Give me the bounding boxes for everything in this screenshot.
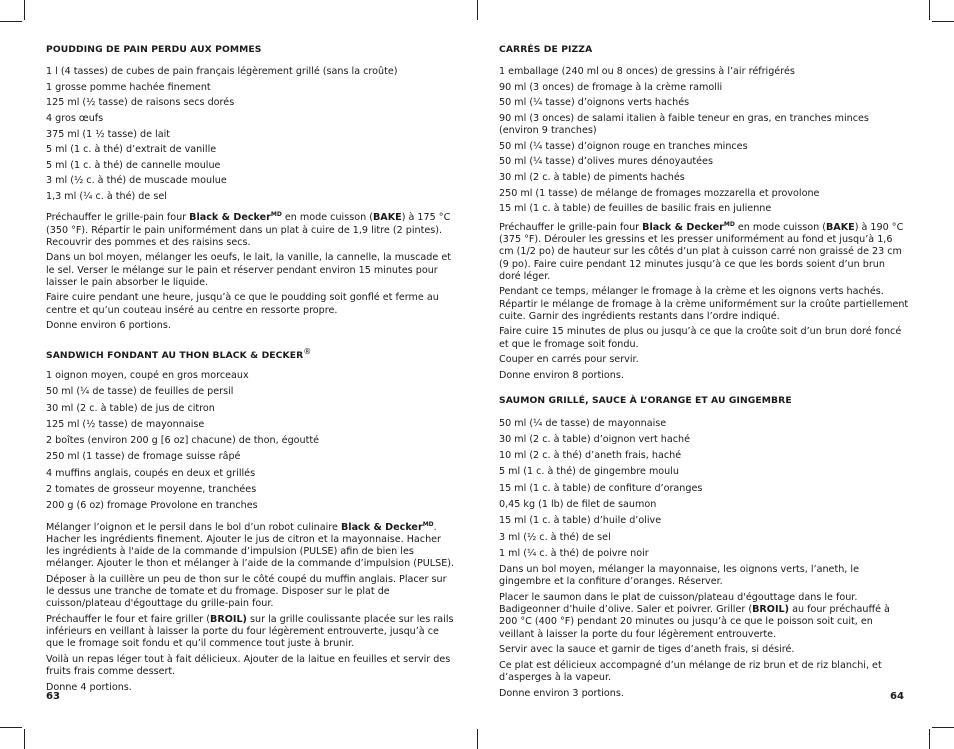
text-run: Placer le saumon dans le plat de cuisson/plateau d'égouttage dans le four. Badigeonner d’huile d’olive. Saler et poivrer. Griller (	[499, 592, 858, 616]
recipe-title-apple-pudding: POUDDING DE PAIN PERDU AUX POMMES	[46, 44, 262, 55]
text-run: ) à 190 °C (375 °F). Dérouler les gressins et les presser uniformément au fond et jusqu’à 1,6 cm (1/2 po) de hauteur sur les côtés d’un plat à cuisson carré non graissé de 23 cm (9 po). Faire cuire pendant 12 minutes jusqu’à ce que les bords soient d’un brun doré léger.	[499, 221, 904, 282]
recipe-title-tuna-sandwich	[46, 346, 456, 362]
instruction-paragraph	[46, 519, 456, 571]
trademark-md: MD	[723, 220, 735, 228]
ingredient-item: 15 ml (1 c. à table) d’huile d’olive	[499, 515, 662, 527]
right-page-column	[499, 44, 909, 703]
ingredient-item: 0,45 kg (1 lb) de filet de saumon	[499, 499, 657, 511]
mode-label: BROIL)	[210, 613, 247, 625]
crop-mark-bottom-center	[477, 729, 478, 749]
ingredient-item: 10 ml (2 c. à thé) d’aneth frais, haché	[499, 450, 682, 462]
instruction-paragraph	[499, 219, 909, 283]
instruction-paragraph: Dans un bol moyen, mélanger les oeufs, le lait, la vanille, la cannelle, la muscade et le sel. Verser le mélange sur le pain et réserver pendant environ 15 minutes pour laisser le pain absorber le liquide.	[46, 252, 451, 288]
text-run: Mélanger l’oignon et le persil dans le bol d’un robot culinaire	[46, 521, 341, 533]
crop-mark-bottom-left-v	[24, 729, 25, 749]
text-run: ) à 175 °C (350 °F). Répartir le pain uniformément dans un plat à cuire de 1,9 litre (2 pintes). Recouvrir des pommes et des raisins secs.	[46, 212, 451, 248]
trademark-md: MD	[270, 211, 282, 219]
brand-name: Black & Decker	[642, 221, 724, 233]
crop-mark-bottom-right-v	[929, 729, 930, 749]
instruction-paragraph: Faire cuire 15 minutes de plus ou jusqu’à ce que la croûte soit d’un brun doré foncé et que le fromage soit fondu.	[499, 326, 902, 350]
instruction-paragraph: Ce plat est délicieux accompagné d’un mélange de riz brun et de riz blanchi, et d’asperges à la vapeur.	[499, 659, 882, 683]
instruction-paragraph: Voilà un repas léger tout à fait délicieux. Ajouter de la laitue en feuilles et servir des fruits frais comme dessert.	[46, 653, 451, 678]
crop-mark-bottom-left-h	[0, 727, 22, 728]
title-text: SANDWICH FONDANT AU THON BLACK & DECKER	[46, 349, 304, 361]
text-run: Préchauffer le four et faire griller (	[46, 613, 211, 625]
ingredient-item: 90 ml (3 onces) de salami italien à faible teneur en gras, en tranches minces (environ 9 tranches)	[499, 112, 869, 137]
ingredient-item: 50 ml (¼ tasse) d’oignons verts hachés	[499, 97, 690, 109]
ingredient-item: 250 ml (1 tasse) de fromage suisse râpé	[46, 451, 241, 463]
ingredient-item: 5 ml (1 c. à thé) de gingembre moulu	[499, 466, 679, 478]
ingredient-item: 1,3 ml (¼ c. à thé) de sel	[46, 190, 167, 202]
brand-name: Black & Decker	[189, 212, 271, 224]
ingredient-item: 50 ml (¼ tasse) d’oignon rouge en tranches minces	[499, 140, 748, 152]
mode-label: BROIL)	[752, 604, 790, 616]
instruction-paragraph: Déposer à la cuillère un peu de thon sur le côté coupé du muffin anglais. Placer sur le dessus une tranche de tomate et du fromage. Disposer sur le plat de cuisson/plateau d'égouttage du grille-pain four.	[46, 573, 447, 610]
ingredient-item: 15 ml (1 c. à table) de confiture d’oranges	[499, 482, 703, 494]
text-run: Préchauffer le grille-pain four	[46, 212, 190, 224]
instruction-paragraph	[46, 614, 456, 651]
instruction-paragraph	[46, 209, 456, 249]
instruction-paragraph: Couper en carrés pour servir.	[499, 354, 639, 366]
crop-mark-top-right-v	[929, 0, 930, 20]
crop-mark-top-center	[477, 0, 478, 20]
servings-note: Donne environ 3 portions.	[499, 687, 624, 699]
crop-mark-top-left-h	[0, 21, 22, 22]
ingredient-item: 50 ml (¼ de tasse) de feuilles de persil	[46, 386, 234, 398]
page-number-left: 63	[46, 691, 60, 702]
ingredient-list	[499, 66, 909, 215]
ingredient-item: 15 ml (1 c. à table) de feuilles de basilic frais en julienne	[499, 203, 772, 215]
ingredient-item: 2 tomates de grosseur moyenne, tranchées	[46, 484, 257, 496]
servings-note: Donne environ 8 portions.	[499, 369, 624, 381]
text-run: Préchauffer le grille-pain four	[499, 221, 643, 233]
ingredient-list	[46, 370, 456, 513]
instruction-paragraph: Servir avec la sauce et garnir de tiges d’aneth frais, si désiré.	[499, 644, 795, 656]
text-run: en mode cuisson (	[734, 221, 826, 233]
instruction-paragraph	[499, 592, 909, 641]
ingredient-item: 250 ml (1 tasse) de mélange de fromages mozzarella et provolone	[499, 187, 820, 199]
recipe-title-pizza-squares: CARRÉS DE PIZZA	[499, 44, 593, 55]
ingredient-item: 1 grosse pomme hachée finement	[46, 81, 211, 93]
text-run: . Hacher les ingrédients finement. Ajouter le jus de citron et la mayonnaise. Hacher les ingrédients à l'aide de la commande d’impulsion (PULSE) afin de bien les mélanger. Ajouter le thon et mélanger à l’aide de la commande d’impulsion (PULSE).	[46, 521, 455, 570]
ingredient-item: 5 ml (1 c. à thé) d’extrait de vanille	[46, 144, 217, 156]
ingredient-item: 1 emballage (240 ml ou 8 onces) de gressins à l’air réfrigérés	[499, 66, 795, 78]
ingredient-item: 4 gros œufs	[46, 112, 104, 124]
ingredient-item: 3 ml (½ c. à thé) de sel	[499, 531, 611, 543]
ingredient-item: 200 g (6 oz) fromage Provolone en tranches	[46, 500, 258, 512]
ingredient-item: 1 l (4 tasses) de cubes de pain français légèrement grillé (sans la croûte)	[46, 66, 398, 78]
ingredient-list	[499, 418, 909, 561]
ingredient-item: 1 oignon moyen, coupé en gros morceaux	[46, 370, 249, 381]
ingredient-item: 2 boîtes (environ 200 g [6 oz] chacune) de thon, égoutté	[46, 435, 320, 447]
ingredient-item: 125 ml (½ tasse) de raisons secs dorés	[46, 97, 235, 109]
ingredient-item: 1 ml (¼ c. à thé) de poivre noir	[499, 547, 649, 559]
ingredient-item: 3 ml (½ c. à thé) de muscade moulue	[46, 175, 227, 187]
ingredient-item: 5 ml (1 c. à thé) de cannelle moulue	[46, 159, 221, 171]
ingredient-item: 375 ml (1 ½ tasse) de lait	[46, 128, 171, 140]
recipe-title-grilled-salmon: SAUMON GRILLÉ, SAUCE À L’ORANGE ET AU GINGEMBRE	[499, 395, 792, 407]
text-run: au four préchauffé à 200 °C (400 °F) pendant 20 minutes ou jusqu’à ce que le poisson soit cuit, en veillant à laisser la porte du four légèrement entrouverte.	[499, 604, 890, 640]
servings-note: Donne 4 portions.	[46, 681, 132, 693]
crop-mark-top-left-v	[24, 0, 25, 20]
instruction-paragraph: Dans un bol moyen, mélanger la mayonnaise, les oignons verts, l’aneth, le gingembre et la confiture d’oranges. Réserver.	[499, 564, 859, 588]
instruction-paragraph: Pendant ce temps, mélanger le fromage à la crème et les oignons verts hachés. Répartir le mélange de fromage à la crème uniformément sur la croûte partiellement cuite. Garnir des ingrédients restants dans l’ordre indiqué.	[499, 286, 909, 322]
ingredient-item: 4 muffins anglais, coupés en deux et grillés	[46, 467, 256, 479]
registered-mark: ®	[303, 346, 312, 356]
ingredient-item: 30 ml (2 c. à table) de piments hachés	[499, 171, 685, 183]
text-run: en mode cuisson (	[281, 212, 373, 224]
ingredient-list	[46, 66, 456, 203]
mode-label: BAKE	[825, 221, 855, 233]
ingredient-item: 30 ml (2 c. à table) de jus de citron	[46, 402, 215, 414]
crop-mark-top-right-h	[932, 21, 954, 22]
instruction-paragraph: Faire cuire pendant une heure, jusqu’à ce que le poudding soit gonflé et ferme au centre et qu’un couteau inséré au centre en ressorte propre.	[46, 292, 439, 316]
servings-note: Donne environ 6 portions.	[46, 320, 171, 332]
page-number-right: 64	[890, 691, 904, 702]
ingredient-item: 30 ml (2 c. à table) d’oignon vert haché	[499, 433, 691, 445]
ingredient-item: 90 ml (3 onces) de fromage à la crème ramolli	[499, 81, 723, 93]
ingredient-item: 125 ml (½ tasse) de mayonnaise	[46, 418, 205, 430]
ingredient-item: 50 ml (¼ tasse) d’olives mures dénoyautées	[499, 156, 713, 168]
trademark-md: MD	[422, 520, 434, 528]
text-run: sur la grille coulissante placée sur les rails inférieurs en veillant à laisser la porte du four légèrement entrouverte, jusqu’à ce que le fromage soit fondu et qu’il commence tout juste à brunir.	[46, 613, 454, 650]
mode-label: BAKE	[372, 212, 402, 224]
brand-name: Black & Decker	[340, 521, 423, 533]
left-page-column	[46, 44, 456, 697]
ingredient-item: 50 ml (¼ de tasse) de mayonnaise	[499, 417, 667, 429]
crop-mark-bottom-right-h	[932, 727, 954, 728]
